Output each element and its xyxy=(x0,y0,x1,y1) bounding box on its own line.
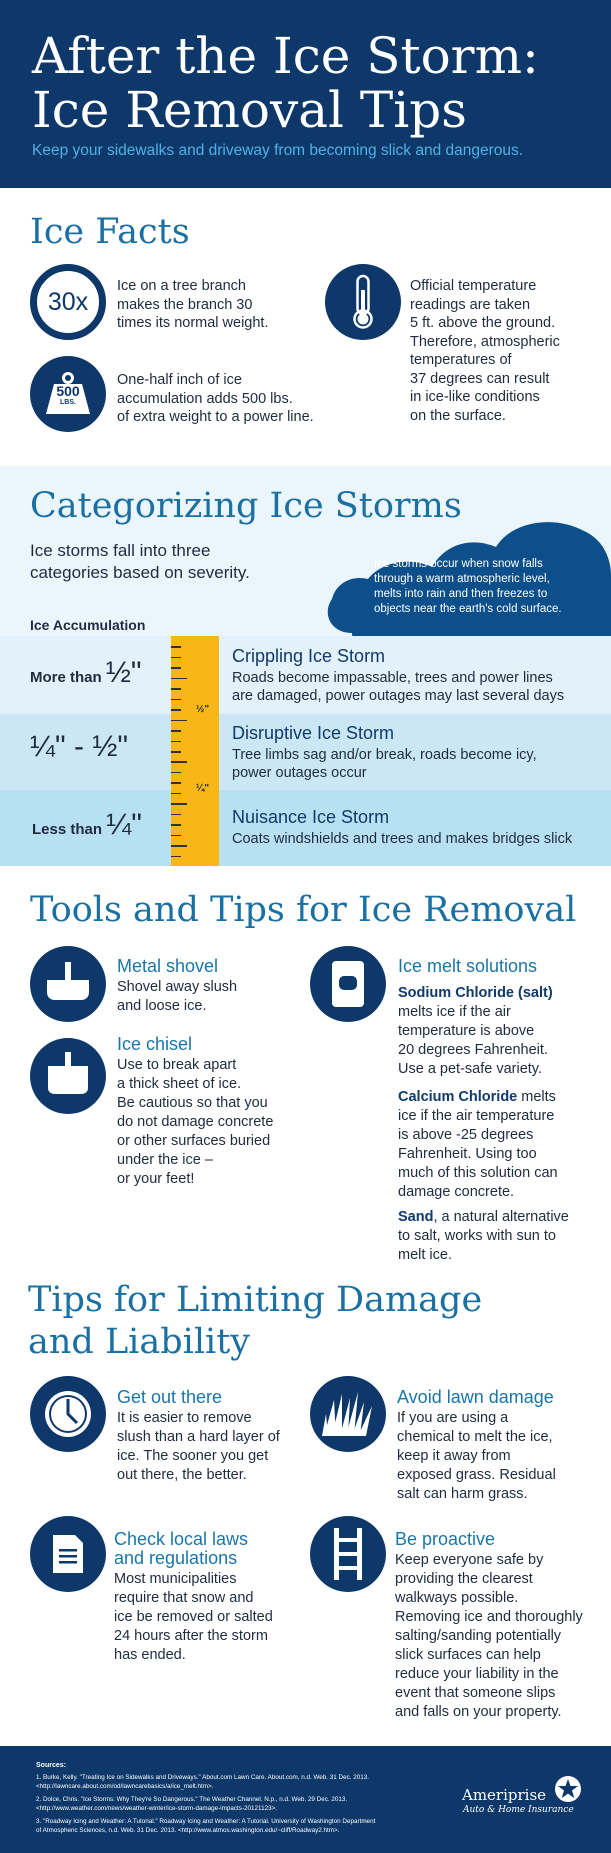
tool-line: a thick sheet of ice. xyxy=(117,1076,242,1092)
tip-line: salt can harm grass. xyxy=(397,1486,528,1502)
weight-500-label: 500 xyxy=(56,383,80,399)
tip-line: Most municipalities xyxy=(114,1571,237,1587)
ruler-tick xyxy=(171,688,181,690)
chisel-icon xyxy=(30,1038,106,1114)
melt-line: temperature is above xyxy=(398,1023,535,1039)
melt-line: melts xyxy=(517,1089,556,1105)
fact-tree-branch xyxy=(117,277,269,333)
sodium-title: Sodium Chloride (salt) xyxy=(398,985,553,1001)
document-icon xyxy=(30,1516,106,1592)
ice-melt-icon xyxy=(310,946,386,1022)
fact-line: of extra weight to a power line. xyxy=(117,409,314,425)
fact-line: readings are taken xyxy=(410,296,531,313)
tip-line: has ended. xyxy=(114,1647,186,1663)
tip-line: and falls on your property. xyxy=(395,1704,562,1720)
shovel-text xyxy=(117,978,237,1016)
ruler-tick xyxy=(171,678,187,680)
tool-line: or your feet! xyxy=(117,1171,195,1187)
ruler-tick xyxy=(171,667,181,669)
amount-fraction: ¼" - ½" xyxy=(30,730,128,763)
thirty-x-label: 30x xyxy=(47,287,89,316)
tip-line: event that someone slips xyxy=(395,1685,556,1701)
tip-line: salting/sanding potentially xyxy=(395,1628,562,1644)
tool-line: do not damage concrete xyxy=(117,1114,274,1130)
amount-fraction: ¼" xyxy=(106,808,142,841)
sources-label: Sources: xyxy=(36,1762,66,1769)
cloud-line: melts into rain and then freezes to xyxy=(374,588,548,600)
amount-fraction: ½" xyxy=(105,656,142,689)
brand-subtitle: Auto & Home Insurance xyxy=(463,1805,574,1815)
laws-name-line2: and regulations xyxy=(114,1548,238,1568)
fact-temperature xyxy=(410,277,560,425)
fact-line: 37 degrees can result xyxy=(410,370,550,387)
ruler-tick xyxy=(171,730,181,732)
ruler-tick xyxy=(171,709,181,711)
melt-line: melts ice if the air xyxy=(398,1004,511,1020)
accumulation-label: Ice Accumulation xyxy=(30,617,146,633)
ruler-tick xyxy=(171,646,181,648)
melt-line: 20 degrees Fahrenheit. xyxy=(398,1042,548,1058)
get-out-name: Get out there xyxy=(117,1387,223,1407)
ice-facts-title: Ice Facts xyxy=(30,212,190,252)
amount-nuisance xyxy=(32,808,142,842)
proactive-text xyxy=(395,1551,583,1722)
ladder-icon xyxy=(310,1516,386,1592)
cloud-line: Ice storms occur when snow falls xyxy=(374,558,543,570)
fact-line: Official temperature xyxy=(410,278,537,294)
desc-line: Tree limbs sag and/or break, roads become icy, xyxy=(232,747,537,763)
tool-line: under the ice – xyxy=(117,1152,213,1168)
tip-line: out there, the better. xyxy=(117,1467,247,1483)
fact-line: Therefore, atmospheric xyxy=(410,333,560,350)
storm-name-nuisance: Nuisance Ice Storm xyxy=(232,807,390,827)
melt-calcium xyxy=(398,1088,558,1202)
ruler-quarter-label: ¼" xyxy=(196,783,210,794)
cloud-line: through a warm atmospheric level, xyxy=(374,573,550,585)
categorizing-title: Categorizing Ice Storms xyxy=(30,486,462,526)
ruler-tick xyxy=(171,824,181,826)
tip-line: Keep everyone safe by xyxy=(395,1552,544,1568)
ruler-tick xyxy=(171,657,181,659)
tip-line: walkways possible. xyxy=(395,1590,519,1606)
tool-line: or other surfaces buried xyxy=(117,1133,271,1149)
ruler-tick xyxy=(171,845,187,847)
laws-name-line1: Check local laws xyxy=(114,1529,249,1549)
damage-title-line1: Tips for Limiting Damage xyxy=(28,1280,483,1320)
tool-line: Use to break apart xyxy=(117,1057,237,1073)
amount-crippling xyxy=(30,656,142,690)
desc-line: Roads become impassable, trees and power lines xyxy=(232,670,553,686)
melt-line: ice if the air temperature xyxy=(398,1108,555,1124)
tip-line: Removing ice and thoroughly xyxy=(395,1609,583,1625)
tip-line: 24 hours after the storm xyxy=(114,1628,268,1644)
calcium-title: Calcium Chloride xyxy=(398,1089,518,1105)
damage-title-line2: and Liability xyxy=(28,1322,251,1362)
amount-prefix: More than xyxy=(30,669,106,686)
melt-line: Use a pet-safe variety. xyxy=(398,1061,542,1077)
weight-lbs-label: LBS. xyxy=(60,399,76,406)
ruler-tick xyxy=(171,761,187,763)
fact-line: Ice on a tree branch xyxy=(117,278,246,294)
tip-line: exposed grass. Residual xyxy=(397,1467,556,1483)
fact-line: temperatures of xyxy=(410,352,512,368)
page-title-line2: Ice Removal Tips xyxy=(32,81,467,139)
source-line: <http://lawncare.about.com/od/lawncarebasics/a/ice_melt.htm>. xyxy=(36,1783,214,1790)
storm-name-crippling: Crippling Ice Storm xyxy=(232,646,386,666)
tip-line: reduce your liability in the xyxy=(395,1666,559,1682)
ruler-tick xyxy=(171,741,181,743)
amount-disruptive xyxy=(30,730,128,764)
melt-name: Ice melt solutions xyxy=(398,956,538,976)
desc-line: power outages occur xyxy=(232,765,367,781)
melt-sodium xyxy=(398,984,553,1079)
ruler-tick xyxy=(171,835,181,837)
storm-name-disruptive: Disruptive Ice Storm xyxy=(232,723,395,743)
amount-prefix: Less than xyxy=(32,821,107,838)
ruler-tick xyxy=(171,782,181,784)
fact-line: times its normal weight. xyxy=(117,315,269,331)
storm-desc-nuisance xyxy=(232,830,572,848)
melt-line: Fahrenheit. Using too xyxy=(398,1146,537,1162)
ruler-tick xyxy=(171,772,181,774)
ruler-tick xyxy=(171,803,187,805)
fact-line: 5 ft. above the ground. xyxy=(410,315,556,331)
source-line: <http://www.weather.com/news/weather-winter/ice-storm-damage-impacts-20121123>. xyxy=(36,1805,278,1812)
storm-desc-crippling xyxy=(232,669,564,705)
tip-line: ice. The sooner you get xyxy=(117,1448,269,1464)
tool-line: and loose ice. xyxy=(117,998,207,1014)
tip-line: providing the clearest xyxy=(395,1571,533,1587)
melt-line: , a natural alternative xyxy=(433,1209,569,1225)
source-line: of Atmospheric Sciences, n.d. Web. 31 Dec. 2013. <http://www.atmos.washington.edu/~cliff/Roadway2.htm>. xyxy=(36,1827,340,1834)
lawn-text xyxy=(397,1409,556,1504)
chisel-name: Ice chisel xyxy=(117,1034,193,1054)
melt-line: damage concrete. xyxy=(398,1184,515,1200)
grass-icon xyxy=(310,1376,386,1452)
shovel-name: Metal shovel xyxy=(117,956,219,976)
melt-sand xyxy=(398,1208,569,1265)
page-subtitle: Keep your sidewalks and driveway from becoming slick and dangerous. xyxy=(32,142,524,159)
tip-line: It is easier to remove xyxy=(117,1410,252,1426)
melt-line: is above -25 degrees xyxy=(398,1127,534,1143)
ruler-tick xyxy=(171,699,181,701)
thermometer-icon xyxy=(325,264,401,340)
source-line: 1. Burke, Kelly. "Treating Ice on Sidewalks and Driveways." About.com Lawn Care. About.com, n.d. Web. 31 Dec. 2013. xyxy=(36,1774,370,1781)
ruler-half-label: ½" xyxy=(196,704,210,715)
melt-line: melt ice. xyxy=(398,1247,452,1263)
melt-line: much of this solution can xyxy=(398,1165,558,1181)
fact-power-line xyxy=(117,371,314,427)
storm-desc-disruptive xyxy=(232,746,537,782)
brand-name: Ameriprise xyxy=(462,1786,547,1804)
tip-line: chemical to melt the ice, xyxy=(397,1429,553,1445)
tip-line: keep it away from xyxy=(397,1448,511,1464)
intro-line: Ice storms fall into three xyxy=(30,541,211,560)
fact-line: in ice-like conditions xyxy=(410,389,540,405)
source-line: 2. Dolce, Chris. "Ice Storms: Why They're So Dangerous." The Weather Channel. N.p., n.d. Web. 29 Dec. 2013. xyxy=(36,1796,348,1803)
melt-line: to salt, works with sun to xyxy=(398,1228,556,1244)
fact-line: One-half inch of ice xyxy=(117,372,242,388)
tip-line: require that snow and xyxy=(114,1590,254,1606)
fact-line: makes the branch 30 xyxy=(117,296,253,313)
clock-icon xyxy=(30,1376,106,1452)
tip-line: slush than a hard layer of xyxy=(117,1429,280,1445)
fact-line: accumulation adds 500 lbs. xyxy=(117,390,293,407)
proactive-name: Be proactive xyxy=(395,1529,496,1549)
tip-line: If you are using a xyxy=(397,1410,509,1426)
sand-title: Sand xyxy=(398,1209,434,1225)
desc-line: Coats windshields and trees and makes bridges slick xyxy=(232,831,573,847)
chisel-text xyxy=(117,1056,273,1189)
thirty-x-badge xyxy=(30,264,106,340)
tip-line: ice be removed or salted xyxy=(114,1609,273,1625)
intro-line: categories based on severity. xyxy=(30,563,250,582)
tools-title: Tools and Tips for Ice Removal xyxy=(30,890,577,930)
ruler-tick xyxy=(171,856,181,858)
ruler-tick xyxy=(171,720,187,722)
tool-line: Shovel away slush xyxy=(117,979,238,995)
ruler-tick xyxy=(171,793,181,795)
tip-line: slick surfaces can help xyxy=(395,1647,541,1663)
cloud-text xyxy=(374,557,562,617)
tool-line: Be cautious so that you xyxy=(117,1095,268,1111)
source-line: 3. "Roadway Icing and Weather: A Tutorial." Roadway Icing and Weather: A Tutorial. University of Washington Department xyxy=(36,1818,376,1825)
get-out-text xyxy=(117,1409,280,1485)
lawn-name: Avoid lawn damage xyxy=(397,1387,554,1407)
shovel-icon xyxy=(30,946,106,1022)
laws-text xyxy=(114,1570,273,1665)
page-title-line1: After the Ice Storm: xyxy=(32,27,539,85)
desc-line: are damaged, power outages may last several days xyxy=(232,688,565,704)
ruler-tick xyxy=(171,751,181,753)
ameriprise-star-icon xyxy=(554,1775,582,1803)
ice-ruler xyxy=(171,636,219,866)
fact-line: on the surface. xyxy=(410,407,506,424)
categorizing-intro xyxy=(30,540,250,584)
ruler-tick xyxy=(171,814,181,816)
cloud-line: objects near the earth's cold surface. xyxy=(374,603,562,615)
